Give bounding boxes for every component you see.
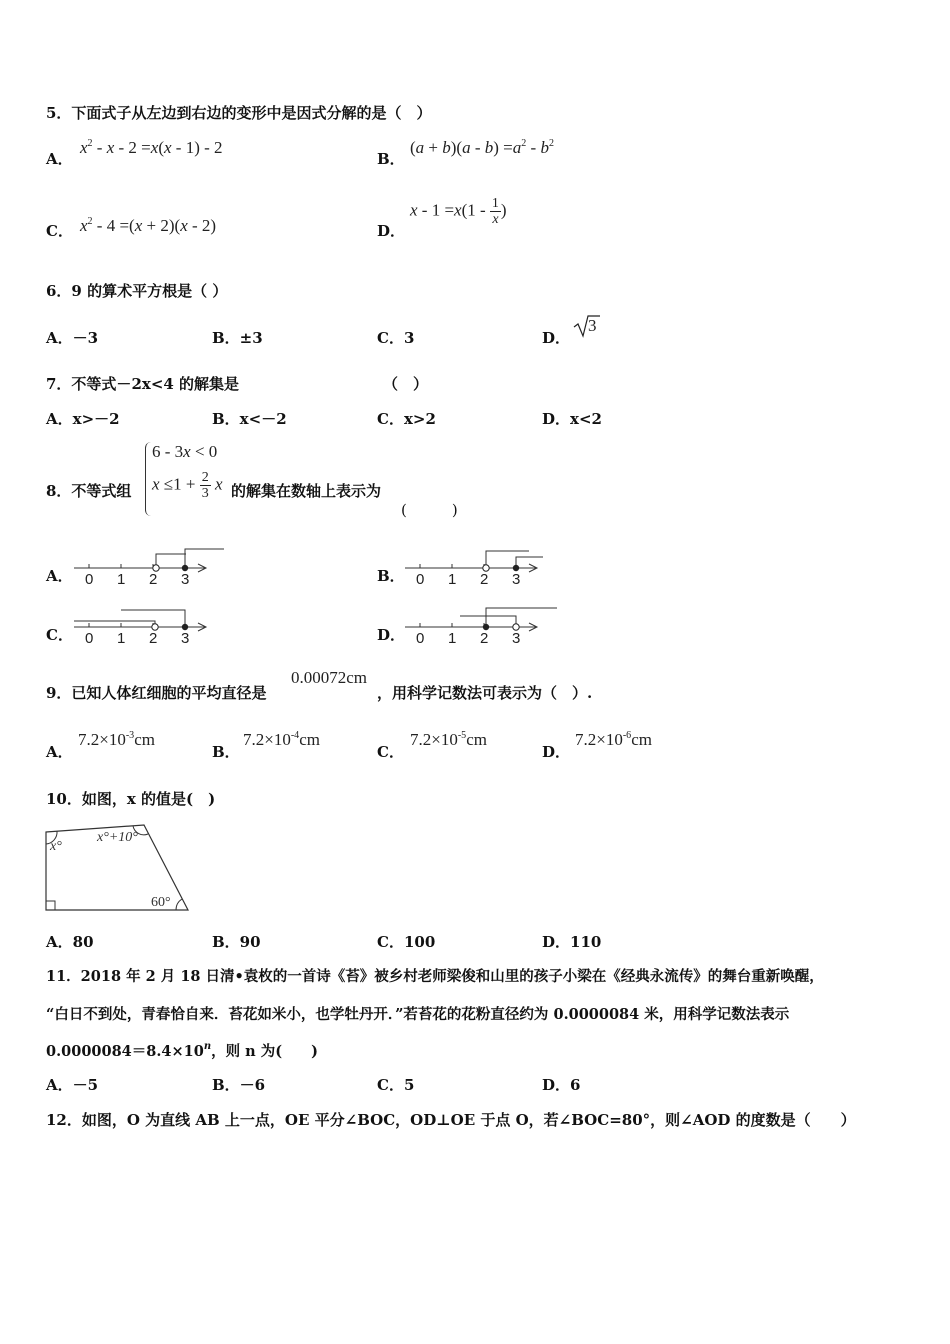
tick-label: 0 [85,571,94,588]
question-5-stem: 5．下面式子从左边到右边的变形中是因式分解的是（ ） [46,104,432,122]
q10-option-d: D．110 [542,933,602,951]
question-6-stem: 6．9 的算术平方根是（ ） [46,282,228,300]
question-8-prefix: 8．不等式组 [46,482,132,500]
tick-label: 1 [448,571,457,588]
question-12-stem: 12．如图，O 为直线 AB 上一点，OE 平分∠BOC，OD⊥OE 于点 O，若∠BOC=80°，则∠AOD 的度数是（ ） [46,1111,856,1129]
q7-answer-paren: （ ） [383,375,429,393]
q9-option-c-label: C． [377,743,404,761]
q6-option-d-radicand: 3 [588,316,597,335]
tick-label: 3 [181,571,190,588]
q6-option-b: B．±3 [212,329,263,347]
q8-option-d-label: D． [377,626,406,644]
q11-option-d: D．6 [542,1076,581,1094]
q8-inequality-1: 6 - 3x < 0 [152,442,218,461]
system-brace [145,442,152,516]
number-line-a [74,545,234,588]
q5-option-b-math: $(a + b)(a - b) =a^2 - b^2$ [410,138,554,157]
q5-option-a-label: A． [46,150,73,168]
angle-x-plus-10-label: x°+10° [97,830,138,845]
q10-option-c: C．100 [377,933,436,951]
question-9-stem: 9．已知人体红细胞的平均直径是 [46,684,267,702]
question-11-line-1: 11．2018 年 2 月 18 日清•袁枚的一首诗《苔》被乡村老师梁俊和山里的孩子小梁在《经典永流传》的舞台重新唤醒， [46,968,824,985]
q9-option-d-label: D． [542,743,571,761]
quadrilateral-figure [40,820,200,920]
tick-label: 3 [512,630,521,647]
q11-option-a: A．－5 [46,1076,99,1094]
tick-label: 0 [85,630,94,647]
q5-option-c-math: $x^2 - 4 =(x + 2)(x - 2)$ [80,216,217,235]
q6-option-c: C．3 [377,329,415,347]
tick-label: 1 [448,630,457,647]
angle-60-label: 60° [151,895,171,910]
question-8-suffix: 的解集在数轴上表示为 [231,482,382,500]
q8-inequality-2: x ≤1 + $\frac{2}{3}$ x [152,470,223,501]
q9-option-d-math: $7.2\times 10^{-6}cm$ [575,730,652,749]
tick-label: 1 [117,630,126,647]
q7-option-b: B．x<－2 [212,410,287,428]
q9-option-c-math: $7.2\times 10^{-5}cm$ [410,730,487,749]
q5-option-d-label: D． [377,222,406,240]
angle-x-label: x° [50,839,62,854]
q5-option-b-label: B． [377,150,405,168]
q10-option-a: A．80 [46,933,94,951]
tick-label: 3 [512,571,521,588]
q7-option-a: A．x>－2 [46,410,120,428]
q5-option-a-math: $x^2 - x - 2 =x(x - 1) - 2$ [80,138,223,157]
number-line-b [405,545,565,588]
q5-option-d-math: x - 1 =x(1 - $\frac{1}{x}$ ) [410,196,507,227]
question-10-stem: 10．如图，x 的值是( ) [46,790,216,808]
q7-option-c: C．x>2 [377,410,436,428]
tick-label: 2 [480,630,489,647]
question-9-stem-end: ，用科学记数法可表示为（ ）. [377,684,593,702]
question-11-line-3: $0.0000084=8.4\times 10^n$，则 n 为( ) [46,1041,318,1060]
q9-option-a-label: A． [46,743,73,761]
tick-label: 3 [181,630,190,647]
number-line-c [74,604,234,647]
tick-label: 2 [149,571,158,588]
q9-option-a-math: $7.2\times 10^{-3}cm$ [78,730,155,749]
q11-option-c: C．5 [377,1076,415,1094]
tick-label: 2 [149,630,158,647]
q10-option-b: B．90 [212,933,261,951]
q9-option-b-label: B． [212,743,240,761]
q6-option-a: A．－3 [46,329,99,347]
tick-label: 0 [416,571,425,588]
q8-option-b-label: B． [377,567,405,585]
number-line-d [405,604,565,647]
q7-option-d: D．x<2 [542,410,602,428]
q6-option-d-label: D． [542,329,571,347]
q8-option-c-label: C． [46,626,73,644]
tick-label: 1 [117,571,126,588]
q5-option-c-label: C． [46,222,73,240]
tick-label: 2 [480,571,489,588]
question-7-stem: 7．不等式－2x<4 的解集是 [46,375,240,393]
question-11-line-2: “白日不到处，青春恰自来．苔花如米小，也学牡丹开．”若苔花的花粉直径约为 0.0000084 米，用科学记数法表示 [46,1006,790,1023]
q9-value: 0.00072cm [291,668,368,687]
q11-option-b: B．－6 [212,1076,266,1094]
tick-label: 0 [416,630,425,647]
q8-answer-paren: ( ) [401,501,458,519]
q8-option-a-label: A． [46,567,73,585]
q9-option-b-math: $7.2\times 10^{-4}cm$ [243,730,320,749]
